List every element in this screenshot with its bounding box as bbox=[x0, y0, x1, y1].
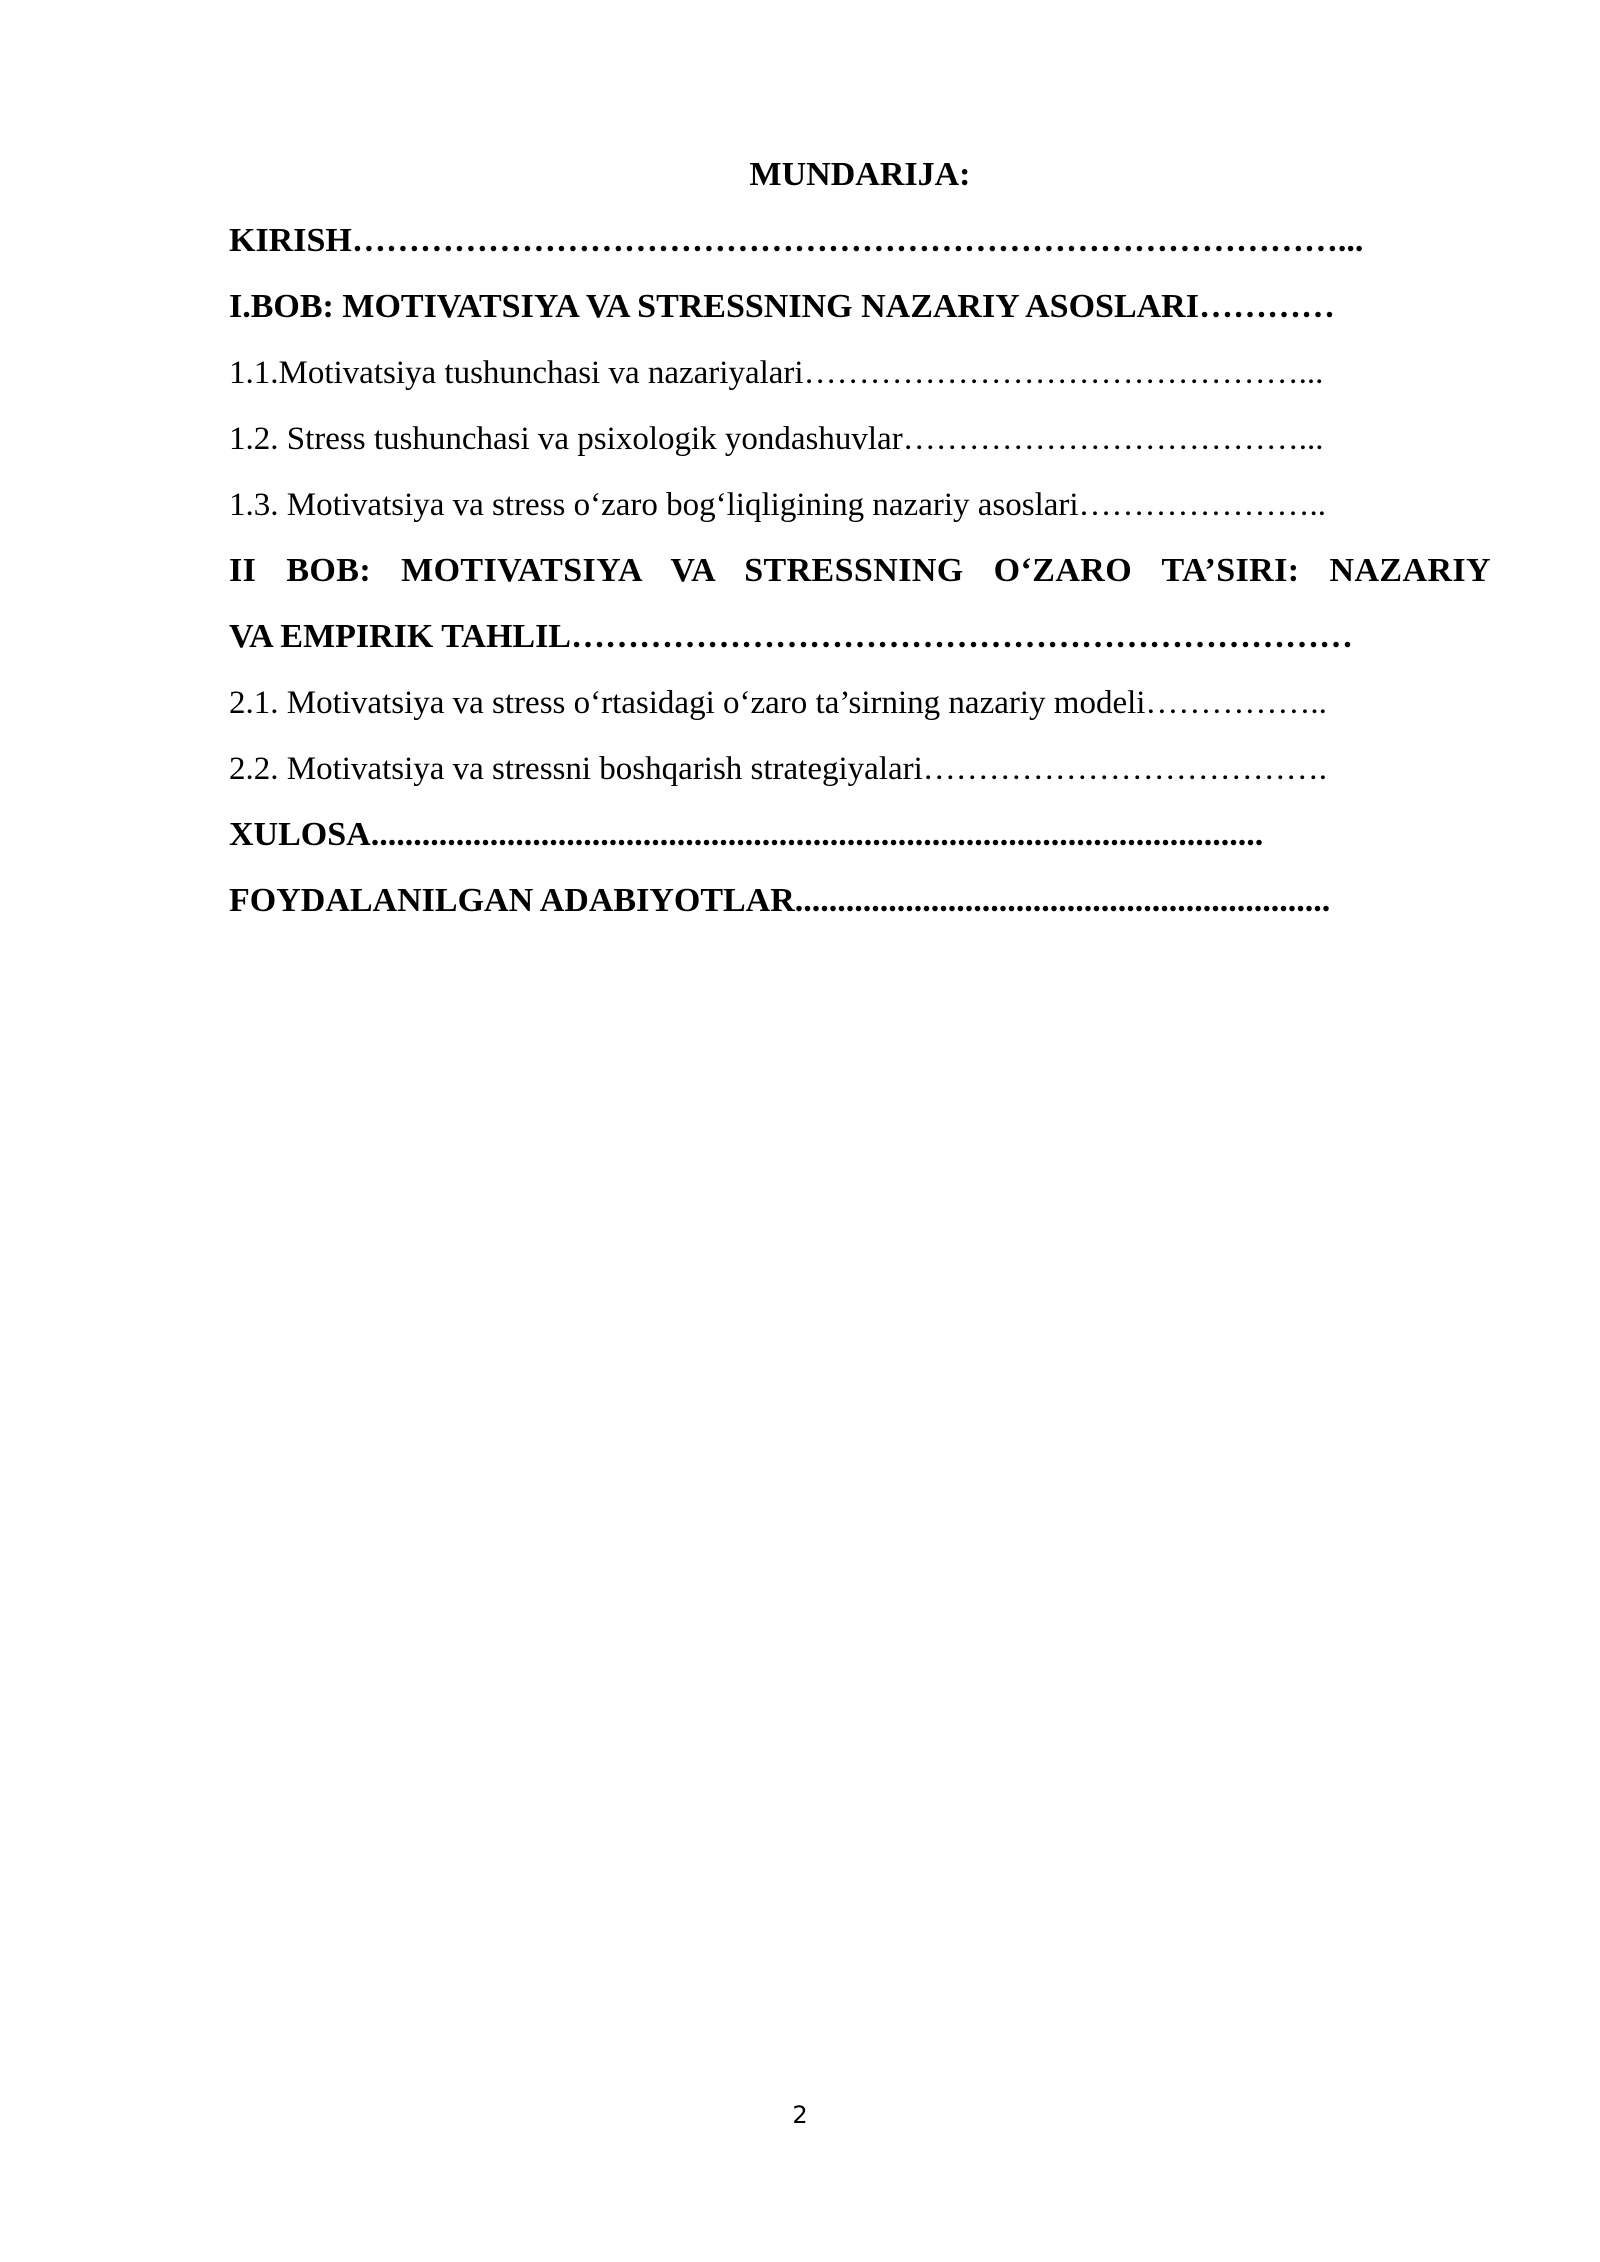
toc-entry-chapter-2-line-1: II BOB: MOTIVATSIYA VA STRESSNING O‘ZARO TA’SIRI: NAZARIY bbox=[229, 552, 1491, 589]
toc-entry-chapter-1: I.BOB: MOTIVATSIYA VA STRESSNING NAZARIY ASOSLARI………… bbox=[229, 288, 1335, 325]
toc-entry-references: FOYDALANILGAN ADABIYOTLAR............................................................... bbox=[229, 882, 1331, 919]
toc-entry-section-1-1: 1.1.Motivatsiya tushunchasi va nazariyalari………………………………………... bbox=[229, 355, 1324, 391]
table-of-contents bbox=[229, 150, 1491, 942]
page-number: 2 bbox=[792, 2101, 808, 2129]
toc-title: MUNDARIJA: bbox=[749, 156, 971, 193]
toc-entry-chapter-2-line-2: VA EMPIRIK TAHLIL…………………………………………………………… bbox=[229, 618, 1353, 655]
toc-entry-section-1-3: 1.3. Motivatsiya va stress o‘zaro bog‘liqligining nazariy asoslari………………….. bbox=[229, 487, 1327, 523]
toc-entry-section-2-1: 2.1. Motivatsiya va stress o‘rtasidagi o‘zaro ta’sirning nazariy modeli…………….. bbox=[229, 685, 1327, 721]
toc-entry-section-2-2: 2.2. Motivatsiya va stressni boshqarish strategiyalari………………………………. bbox=[229, 751, 1328, 787]
toc-entry-section-1-2: 1.2. Stress tushunchasi va psixologik yondashuvlar………………………………... bbox=[229, 421, 1324, 457]
toc-entry-xulosa: XULOSA......................................................................................................... bbox=[229, 816, 1264, 853]
toc-entry-kirish: KIRISH……………………………………………………………………………... bbox=[229, 222, 1364, 259]
